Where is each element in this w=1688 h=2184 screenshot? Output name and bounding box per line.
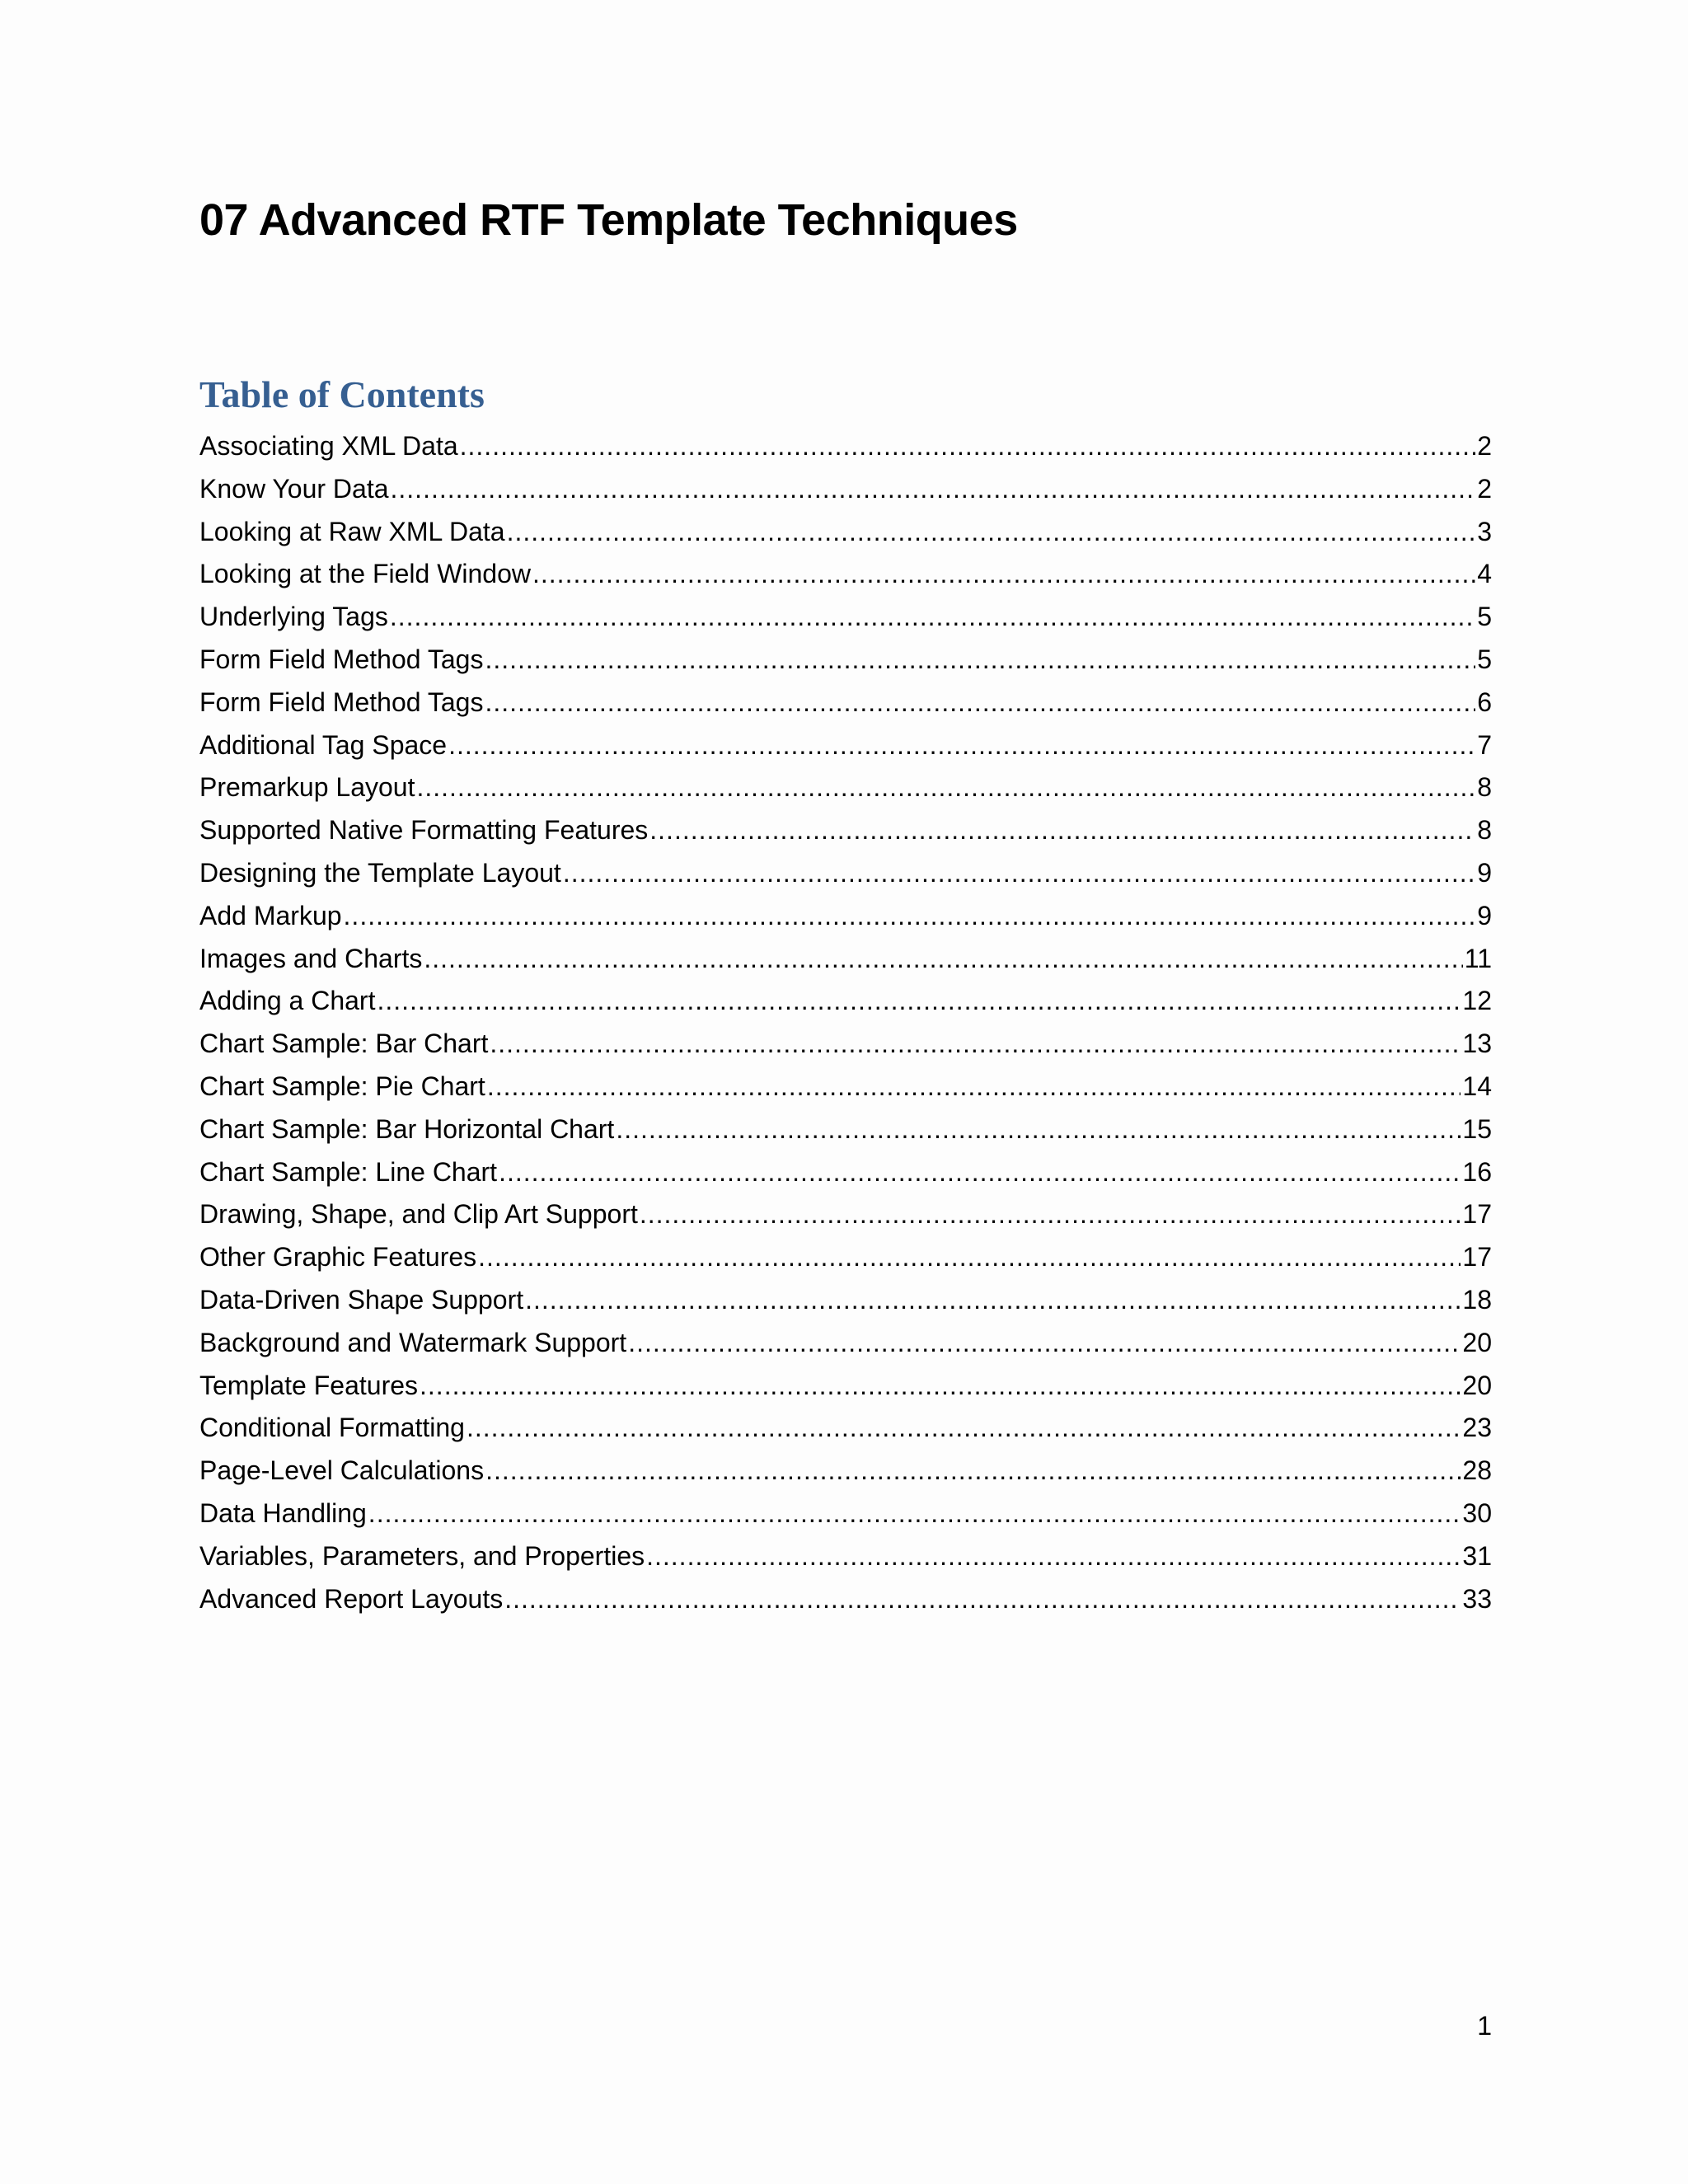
toc-entry-label[interactable]: Associating XML Data	[199, 431, 458, 461]
toc-entry[interactable]	[199, 1193, 1492, 1236]
toc-entry-label[interactable]: Designing the Template Layout	[199, 857, 561, 888]
toc-dot-leader	[420, 1365, 1461, 1408]
toc-entry-label[interactable]: Background and Watermark Support	[199, 1327, 627, 1357]
toc-entry[interactable]	[199, 724, 1492, 767]
toc-entry-page-number[interactable]: 14	[1462, 1071, 1492, 1101]
toc-entry-label[interactable]: Additional Tag Space	[199, 729, 448, 760]
toc-entry[interactable]	[199, 553, 1492, 596]
toc-entry-label[interactable]: Chart Sample: Pie Chart	[199, 1071, 485, 1101]
toc-entry[interactable]	[199, 980, 1492, 1023]
page-number: 1	[1477, 2011, 1492, 2041]
toc-dot-leader	[628, 1322, 1461, 1365]
toc-dot-leader	[563, 852, 1475, 895]
toc-entry-page-number[interactable]: 8	[1477, 815, 1492, 846]
toc-dot-leader	[490, 1023, 1461, 1066]
toc-entry-page-number[interactable]: 6	[1477, 687, 1492, 717]
toc-dot-leader	[368, 1493, 1461, 1535]
toc-entry[interactable]	[199, 1493, 1492, 1535]
table-of-contents	[199, 425, 1492, 1620]
toc-entry-label[interactable]: Adding a Chart	[199, 986, 376, 1016]
toc-entry[interactable]	[199, 1108, 1492, 1151]
toc-dot-leader	[649, 809, 1475, 852]
toc-entry[interactable]	[199, 809, 1492, 852]
toc-entry[interactable]	[199, 938, 1492, 981]
toc-entry-page-number[interactable]: 5	[1477, 602, 1492, 632]
toc-entry[interactable]	[199, 1365, 1492, 1408]
toc-entry[interactable]	[199, 596, 1492, 639]
toc-entry[interactable]	[199, 511, 1492, 554]
toc-entry[interactable]	[199, 766, 1492, 809]
toc-dot-leader	[485, 1450, 1461, 1493]
toc-entry-page-number[interactable]: 18	[1462, 1284, 1492, 1315]
toc-entry-page-number[interactable]: 20	[1462, 1370, 1492, 1400]
toc-entry[interactable]	[199, 1279, 1492, 1322]
toc-dot-leader	[391, 468, 1476, 511]
toc-entry[interactable]	[199, 1151, 1492, 1194]
toc-dot-leader	[377, 980, 1461, 1023]
toc-entry-label[interactable]: Form Field Method Tags	[199, 687, 484, 717]
toc-entry-page-number[interactable]: 16	[1462, 1156, 1492, 1187]
toc-entry-label[interactable]: Looking at Raw XML Data	[199, 516, 505, 546]
toc-dot-leader	[525, 1279, 1461, 1322]
toc-entry-page-number[interactable]: 28	[1462, 1455, 1492, 1486]
toc-entry-page-number[interactable]: 2	[1477, 431, 1492, 461]
toc-entry-label[interactable]: Premarkup Layout	[199, 772, 415, 803]
toc-entry-page-number[interactable]: 17	[1462, 1242, 1492, 1272]
toc-entry-label[interactable]: Underlying Tags	[199, 602, 388, 632]
toc-entry-label[interactable]: Add Markup	[199, 900, 342, 930]
toc-entry-page-number[interactable]: 13	[1462, 1029, 1492, 1059]
toc-entry-label[interactable]: Images and Charts	[199, 943, 423, 973]
toc-entry-label[interactable]: Know Your Data	[199, 473, 389, 504]
toc-dot-leader	[504, 1578, 1461, 1621]
toc-dot-leader	[646, 1535, 1461, 1578]
toc-entry[interactable]	[199, 1236, 1492, 1279]
toc-entry-page-number[interactable]: 33	[1462, 1583, 1492, 1614]
toc-dot-leader	[424, 938, 1462, 981]
toc-dot-leader	[499, 1151, 1461, 1194]
toc-entry-page-number[interactable]: 9	[1477, 900, 1492, 930]
toc-entry-label[interactable]: Variables, Parameters, and Properties	[199, 1540, 645, 1571]
toc-entry[interactable]	[199, 1450, 1492, 1493]
toc-dot-leader	[616, 1108, 1461, 1151]
toc-entry-page-number[interactable]: 9	[1477, 857, 1492, 888]
toc-entry-label[interactable]: Advanced Report Layouts	[199, 1583, 504, 1614]
toc-entry-page-number[interactable]: 12	[1462, 986, 1492, 1016]
toc-entry-page-number[interactable]: 8	[1477, 772, 1492, 803]
toc-entry[interactable]	[199, 1407, 1492, 1450]
toc-entry-page-number[interactable]: 17	[1462, 1199, 1492, 1230]
toc-entry[interactable]	[199, 1023, 1492, 1066]
toc-entry-label[interactable]: Conditional Formatting	[199, 1413, 465, 1443]
toc-entry-page-number[interactable]: 31	[1462, 1540, 1492, 1571]
toc-dot-leader	[448, 724, 1475, 767]
toc-entry-label[interactable]: Other Graphic Features	[199, 1242, 477, 1272]
toc-dot-leader	[507, 511, 1476, 554]
toc-entry[interactable]	[199, 1066, 1492, 1108]
document-title: 07 Advanced RTF Template Techniques	[199, 195, 1018, 245]
toc-entry-page-number[interactable]: 7	[1477, 729, 1492, 760]
toc-entry-label[interactable]: Template Features	[199, 1370, 419, 1400]
toc-entry-label[interactable]: Supported Native Formatting Features	[199, 815, 649, 846]
toc-entry-label[interactable]: Data Handling	[199, 1497, 367, 1528]
toc-entry-page-number[interactable]: 2	[1477, 473, 1492, 504]
toc-dot-leader	[478, 1236, 1461, 1279]
toc-entry[interactable]	[199, 468, 1492, 511]
toc-dot-leader	[640, 1193, 1461, 1236]
toc-dot-leader	[467, 1407, 1461, 1450]
toc-entry-label[interactable]: Chart Sample: Bar Chart	[199, 1029, 489, 1059]
toc-entry-page-number[interactable]: 5	[1477, 644, 1492, 674]
toc-dot-leader	[344, 895, 1476, 938]
toc-entry-page-number[interactable]: 4	[1477, 559, 1492, 589]
toc-entry-label[interactable]: Drawing, Shape, and Clip Art Support	[199, 1199, 638, 1230]
toc-entry-page-number[interactable]: 11	[1464, 943, 1492, 973]
toc-entry-label[interactable]: Page-Level Calculations	[199, 1455, 485, 1486]
toc-entry[interactable]	[199, 895, 1492, 938]
toc-entry[interactable]	[199, 852, 1492, 895]
toc-entry-label[interactable]: Looking at the Field Window	[199, 559, 531, 589]
toc-entry-label[interactable]: Form Field Method Tags	[199, 644, 484, 674]
toc-dot-leader	[487, 1066, 1461, 1108]
toc-entry[interactable]	[199, 1578, 1492, 1621]
toc-dot-leader	[485, 639, 1475, 682]
toc-dot-leader	[532, 553, 1475, 596]
toc-entry[interactable]	[199, 1322, 1492, 1365]
toc-entry[interactable]	[199, 682, 1492, 724]
toc-entry-page-number[interactable]: 3	[1477, 516, 1492, 546]
toc-entry-page-number[interactable]: 30	[1462, 1497, 1492, 1528]
toc-entry-page-number[interactable]: 23	[1462, 1413, 1492, 1443]
toc-entry-page-number[interactable]: 15	[1462, 1113, 1492, 1144]
toc-dot-leader	[460, 425, 1476, 468]
toc-entry-page-number[interactable]: 20	[1462, 1327, 1492, 1357]
toc-entry-label[interactable]: Chart Sample: Line Chart	[199, 1156, 498, 1187]
toc-entry[interactable]	[199, 639, 1492, 682]
toc-entry-label[interactable]: Chart Sample: Bar Horizontal Chart	[199, 1113, 615, 1144]
toc-entry-label[interactable]: Data-Driven Shape Support	[199, 1284, 524, 1315]
toc-entry[interactable]	[199, 425, 1492, 468]
toc-dot-leader	[416, 766, 1475, 809]
toc-dot-leader	[390, 596, 1475, 639]
toc-dot-leader	[485, 682, 1475, 724]
toc-heading: Table of Contents	[199, 373, 485, 415]
toc-entry[interactable]	[199, 1535, 1492, 1578]
